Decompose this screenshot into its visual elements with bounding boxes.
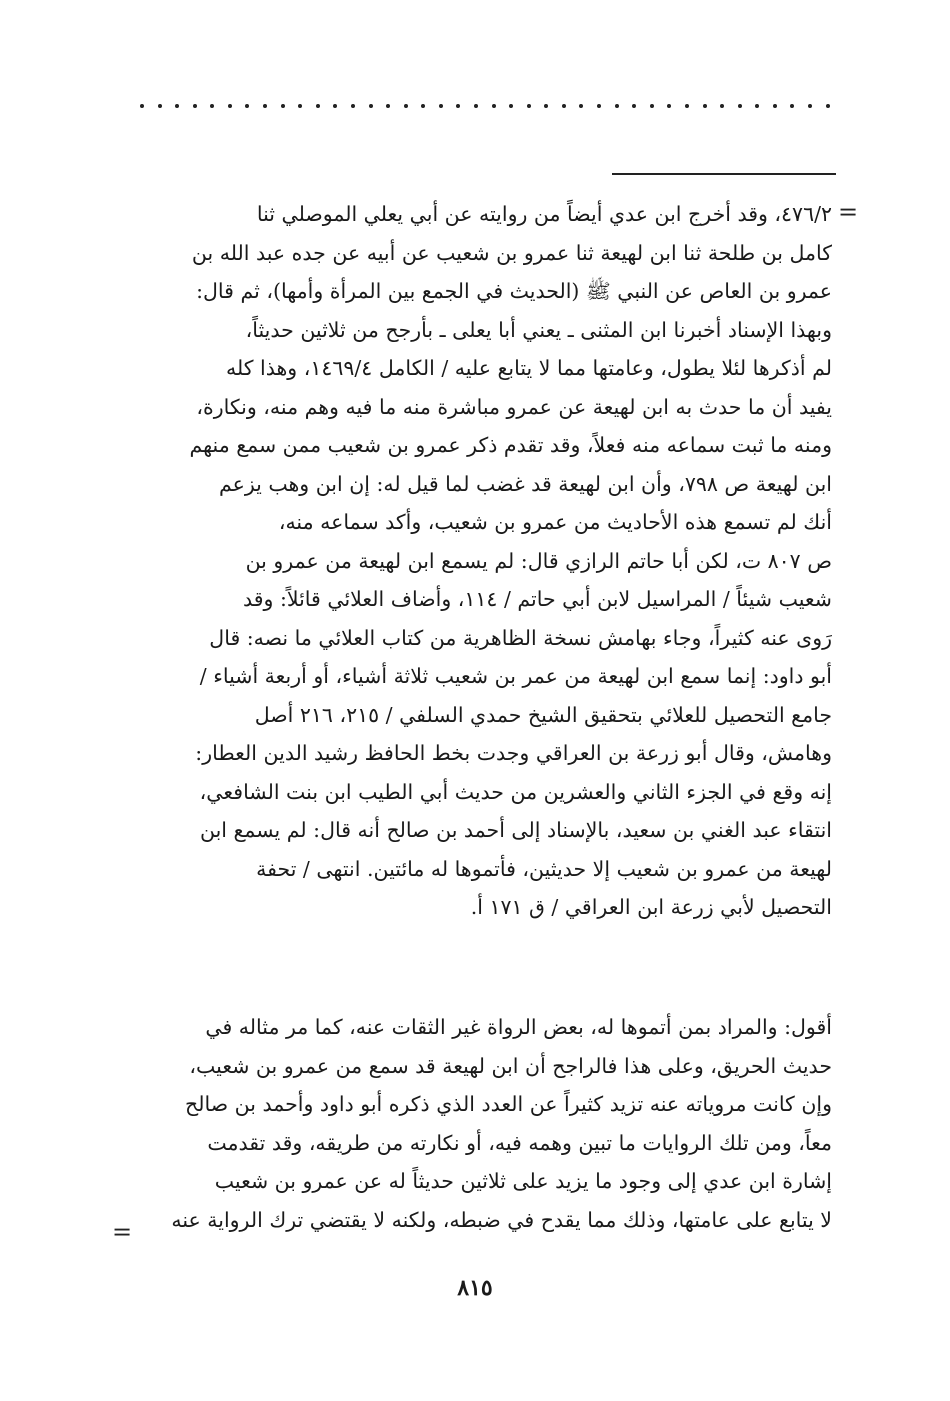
dotted-separator [140, 104, 830, 108]
footnote-block [136, 195, 832, 927]
footnote-line: جامع التحصيل للعلائي بتحقيق الشيخ حمدي السلفي / ٢١٥، ٢١٦ أصل [254, 702, 832, 727]
main-text-block [136, 1008, 832, 1239]
footnote-line: ابن لهيعة ص ٧٩٨، وأن ابن لهيعة قد غضب لما قيل له: إن ابن وهب يزعم [218, 471, 832, 496]
footnote-line: وبهذا الإسناد أخبرنا ابن المثنى ـ يعني أبا يعلى ـ بأرجح من ثلاثين حديثاً، [245, 317, 832, 342]
footnote-line: ٤٧٦/٢، وقد أخرج ابن عدي أيضاً من روايته عن أبي يعلي الموصلي ثنا [256, 202, 832, 226]
footnote-line: ومنه ما ثبت سماعه منه فعلاً، وقد تقدم ذكر عمرو بن شعيب ممن سمع منهم [189, 433, 832, 457]
footnote-rule [612, 173, 836, 175]
footnote-line: إنه وقع في الجزء الثاني والعشرين من حديث أبي الطيب ابن بنت الشافعي، [199, 779, 832, 804]
footnote-line: يفيد أن ما حدث به ابن لهيعة عن عمرو مباشرة منه ما فيه وهم منه، ونكارة، [196, 394, 832, 419]
continuation-mark-top: = [838, 198, 859, 226]
main-text-line: معاً، ومن تلك الروايات ما تبين وهمه فيه، أو نكارته من طريقه، وقد تقدمت [207, 1130, 832, 1155]
footnote-line: انتقاء عبد الغني بن سعيد، بالإسناد إلى أحمد بن صالح أنه قال: لم يسمع ابن [199, 818, 832, 842]
footnote-line: وهامش، وقال أبو زرعة بن العراقي وجدت بخط الحافظ رشيد الدين العطار: [195, 741, 832, 765]
continuation-mark-bottom: = [112, 1218, 133, 1246]
footnote-line: ص ٨٠٧ ت، لكن أبا حاتم الرازي قال: لم يسمع ابن لهيعة من عمرو بن [245, 548, 832, 573]
main-text-line: وإن كانت مروياته عنه تزيد كثيراً عن العدد الذي ذكره أبو داود وأحمد بن صالح [184, 1092, 832, 1116]
footnote-line: كامل بن طلحة ثنا ابن لهيعة ثنا عمرو بن شعيب عن أبيه عن جده عبد الله بن [191, 240, 832, 265]
main-text-line: حديث الحريق، وعلى هذا فالراجح أن ابن لهيعة قد سمع من عمرو بن شعيب، [189, 1053, 832, 1078]
footnote-line: عمرو بن العاص عن النبي ﷺ (الحديث في الجمع بين المرأة وأمها)، ثم قال: [196, 279, 832, 303]
footnote-line: أبو داود: إنما سمع ابن لهيعة من عمر بن شعيب ثلاثة أشياء، أو أربعة أشياء / [199, 664, 832, 688]
footnote-line: رَوى عنه كثيراً، وجاء بهامش نسخة الظاهرية من كتاب العلائي ما نصه: قال [209, 625, 832, 650]
footnote-line: لهيعة من عمرو بن شعيب إلا حديثين، فأتموها له مائتين. انتهى / تحفة [256, 856, 832, 881]
footnote-line: أنك لم تسمع هذه الأحاديث من عمرو بن شعيب، وأكد سماعه منه، [278, 510, 832, 534]
main-text-line: إشارة ابن عدي إلى وجود ما يزيد على ثلاثين حديثاً له عن عمرو بن شعيب [214, 1169, 832, 1193]
main-text-line: لا يتابع على عامتها، وذلك مما يقدح في ضبطه، ولكنه لا يقتضي ترك الرواية عنه [171, 1207, 832, 1232]
footnote-line: لم أذكرها لئلا يطول، وعامتها مما لا يتابع عليه / الكامل ١٤٦٩/٤، وهذا كله [225, 356, 832, 380]
main-text-line: أقول: والمراد بمن أتموها له، بعض الرواة غير الثقات عنه، كما مر مثاله في [205, 1015, 832, 1039]
footnote-line: التحصيل لأبي زرعة ابن العراقي / ق ١٧١ أ. [470, 895, 832, 919]
footnote-line: شعيب شيئاً / المراسيل لابن أبي حاتم / ١١٤، وأضاف العلائي قائلاً: وقد [242, 587, 832, 611]
page-number: ٨١٥ [457, 1275, 493, 1301]
